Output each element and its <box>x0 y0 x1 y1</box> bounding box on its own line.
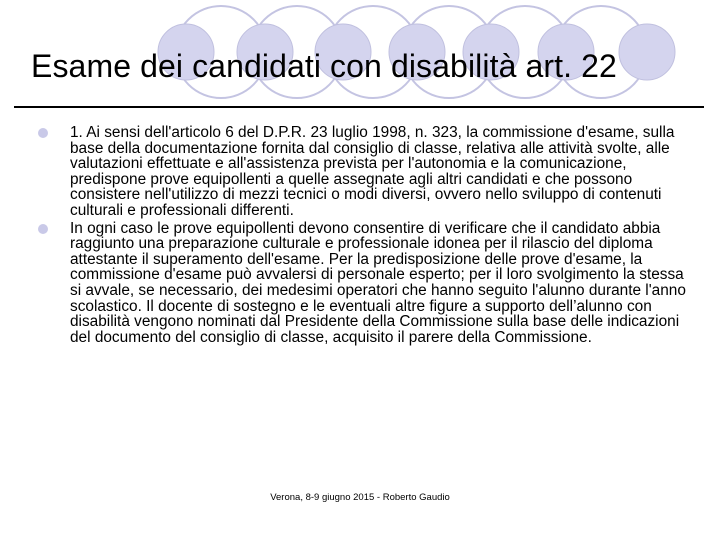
decorative-disc <box>619 24 675 80</box>
bullet-item <box>38 221 686 346</box>
bullet-list <box>38 125 686 345</box>
title-divider <box>14 106 704 108</box>
bullet-text: 1. Ai sensi dell'articolo 6 del D.P.R. 23 luglio 1998, n. 323, la commissione d'esame, sulla base della documentazione fornita dal consiglio di classe, relativa alle attività svolte, alle valutazioni effettuate e all'assistenza prevista per l'autonomia e la comunicazione, predispone prove equipollenti a quelle assegnate agli altri candidati e che possono consistere nell'utilizzo di mezzi tecnici o modi diversi, ovvero nello sviluppo di contenuti culturali e professionali differenti. <box>70 124 675 219</box>
slide-title: Esame dei candidati con disabilità art. 22 <box>31 48 617 84</box>
bullet-dot-icon <box>38 224 48 234</box>
slide-footer: Verona, 8-9 giugno 2015 - Roberto Gaudio <box>270 492 450 503</box>
bullet-dot-icon <box>38 128 48 138</box>
bullet-item <box>38 125 686 219</box>
bullet-text: In ogni caso le prove equipollenti devono consentire di verificare che il candidato abbia raggiunto una preparazione culturale e professionale idonea per il rilascio del diploma attestante il superamento dell'esame. Per la predisposizione delle prove d'esame, la commissione d'esame può avvalersi di personale esperto; per il loro svolgimento la stessa si avvale, se necessario, dei medesimi operatori che hanno seguito l'alunno durante l'anno scolastico. Il docente di sostegno e le eventuali altre figure a supporto dell’alunno con disabilità vengono nominati dal Presidente della Commissione sulla base delle indicazioni del documento del consiglio di classe, acquisito il parere della Commissione. <box>70 219 686 346</box>
